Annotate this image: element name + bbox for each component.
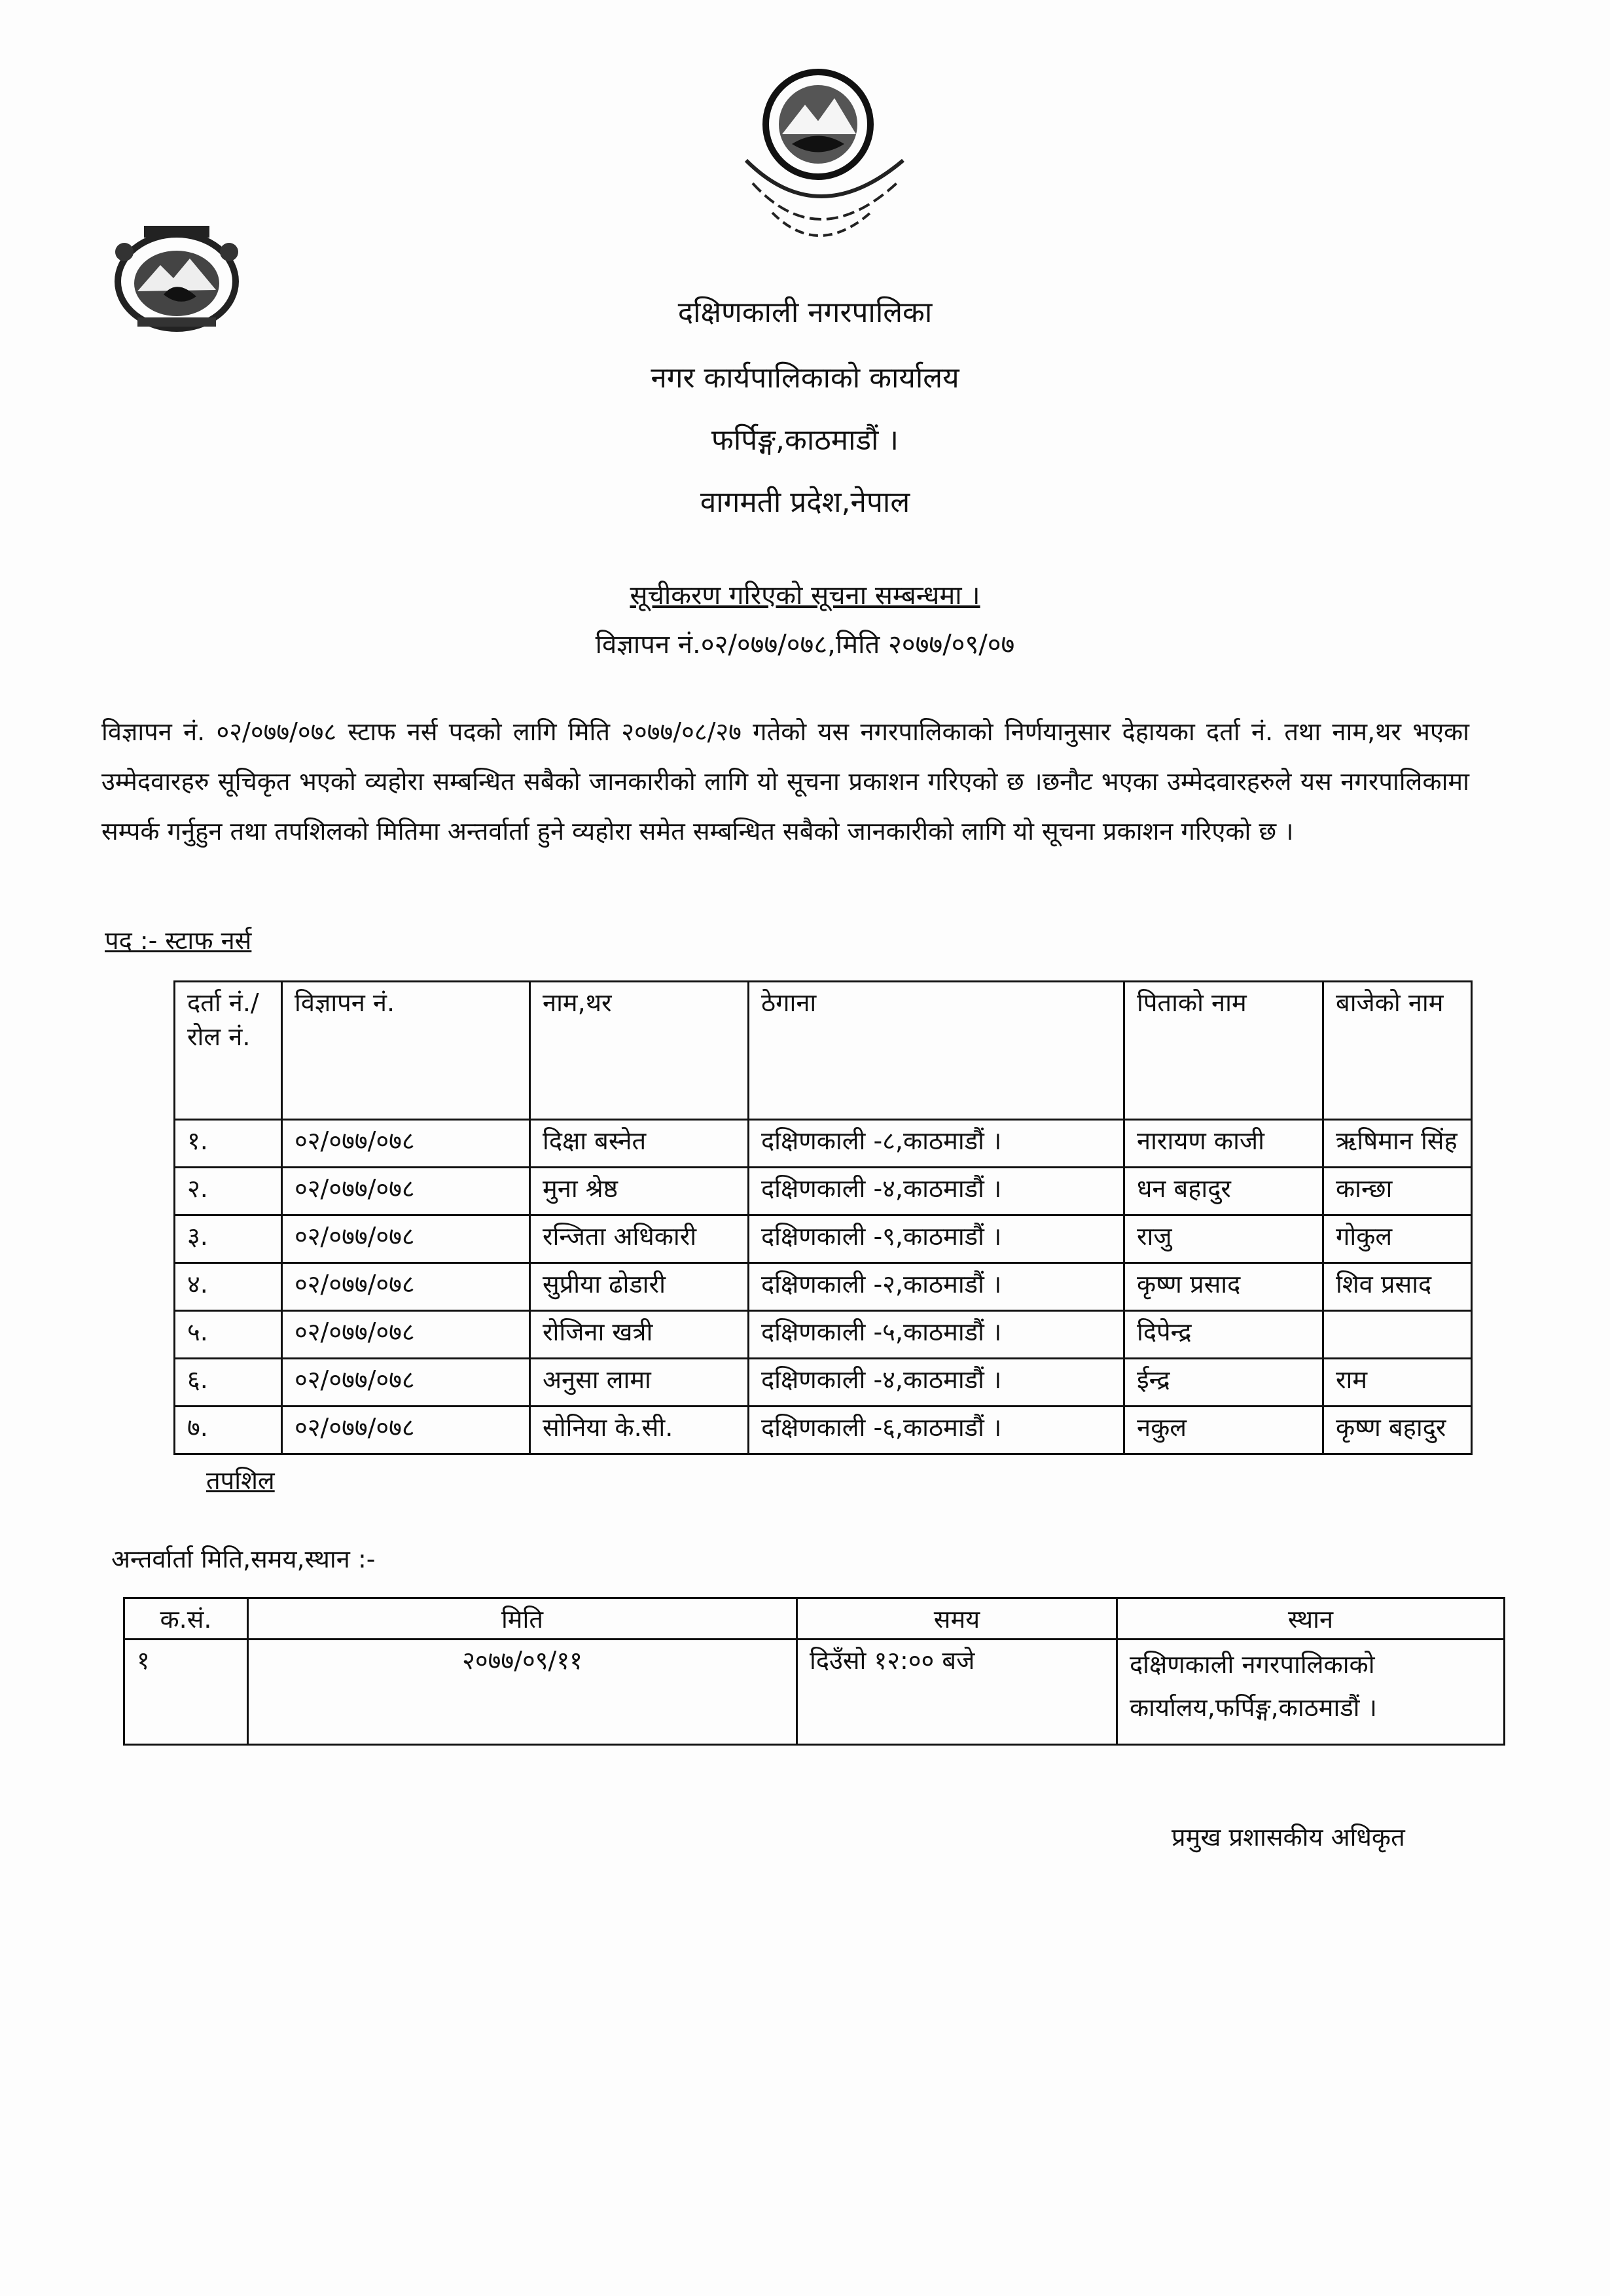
father-name: कृष्ण प्रसाद: [1124, 1263, 1323, 1311]
grandfather-name: राम: [1323, 1359, 1472, 1407]
candidates-header-row: [175, 982, 1472, 1120]
column-header: विज्ञापन नं.: [282, 982, 530, 1120]
candidates-table: [173, 980, 1473, 1455]
grandfather-name: कृष्ण बहादुर: [1323, 1407, 1472, 1454]
table-row: [175, 1263, 1472, 1311]
grandfather-name: ऋषिमान सिंह: [1323, 1120, 1472, 1168]
interview-date: २०७७/०९/११: [248, 1640, 797, 1745]
post-label: पद :- स्टाफ नर्स: [105, 926, 252, 955]
column-header: मिति: [248, 1598, 797, 1640]
candidate-address: दक्षिणकाली -५,काठमाडौं ।: [749, 1311, 1124, 1359]
column-header: ठेगाना: [749, 982, 1124, 1120]
advertisement-number: ०२/०७७/०७८: [282, 1359, 530, 1407]
candidate-address: दक्षिणकाली -८,काठमाडौं ।: [749, 1120, 1124, 1168]
office-location: फर्पिङ्ग,काठमाडौं ।: [711, 423, 899, 457]
column-header: नाम,थर: [530, 982, 749, 1120]
column-header: पिताको नाम: [1124, 982, 1323, 1120]
roll-number: ३.: [175, 1215, 282, 1263]
candidate-name: सोनिया के.सी.: [530, 1407, 749, 1454]
roll-number: ४.: [175, 1263, 282, 1311]
advertisement-number: ०२/०७७/०७८: [282, 1311, 530, 1359]
province-country: वागमती प्रदेश,नेपाल: [700, 486, 910, 519]
grandfather-name: कान्छा: [1323, 1168, 1472, 1215]
interview-label: अन्तर्वार्ता मिति,समय,स्थान :-: [111, 1545, 376, 1573]
candidate-address: दक्षिणकाली -९,काठमाडौं ।: [749, 1215, 1124, 1263]
interview-time: दिउँसो १२:०० बजे: [797, 1640, 1117, 1745]
father-name: नारायण काजी: [1124, 1120, 1323, 1168]
candidate-address: दक्षिणकाली -४,काठमाडौं ।: [749, 1359, 1124, 1407]
table-row: [124, 1640, 1505, 1745]
column-header: स्थान: [1117, 1598, 1505, 1640]
father-name: धन बहादुर: [1124, 1168, 1323, 1215]
municipality-name: दक्षिणकाली नगरपालिका: [677, 296, 933, 329]
interview-schedule-table: [123, 1597, 1505, 1746]
column-header: बाजेको नाम: [1323, 982, 1472, 1120]
notice-subject: सूचीकरण गरिएको सूचना सम्बन्धमा ।: [630, 581, 980, 611]
roll-number: १.: [175, 1120, 282, 1168]
roll-number: ५.: [175, 1311, 282, 1359]
candidate-address: दक्षिणकाली -२,काठमाडौं ।: [749, 1263, 1124, 1311]
roll-number: ७.: [175, 1407, 282, 1454]
advertisement-number: ०२/०७७/०७८: [282, 1168, 530, 1215]
candidate-address: दक्षिणकाली -४,काठमाडौं ।: [749, 1168, 1124, 1215]
candidate-name: अनुसा लामा: [530, 1359, 749, 1407]
grandfather-name: शिव प्रसाद: [1323, 1263, 1472, 1311]
office-name: नगर कार्यपालिकाको कार्यालय: [651, 361, 959, 395]
candidate-name: रोजिना खत्री: [530, 1311, 749, 1359]
schedule-header-row: [124, 1598, 1505, 1640]
table-row: [175, 1407, 1472, 1454]
column-header: क.सं.: [124, 1598, 248, 1640]
table-row: [175, 1215, 1472, 1263]
candidate-name: मुना श्रेष्ठ: [530, 1168, 749, 1215]
table-row: [175, 1168, 1472, 1215]
father-name: ईन्द्र: [1124, 1359, 1323, 1407]
table-row: [175, 1120, 1472, 1168]
roll-number: २.: [175, 1168, 282, 1215]
grandfather-name: गोकुल: [1323, 1215, 1472, 1263]
candidate-address: दक्षिणकाली -६,काठमाडौं ।: [749, 1407, 1124, 1454]
notice-reference: विज्ञापन नं.०२/०७७/०७८,मिति २०७७/०९/०७: [595, 630, 1015, 660]
notice-body: विज्ञापन नं. ०२/०७७/०७८ स्टाफ नर्स पदको लागि मिति २०७७/०८/२७ गतेको यस नगरपालिकाको निर्णयानुसार देहायका दर्ता नं. तथा नाम,थर भएका उम्मेदवारहरु सूचिकृत भएको व्यहोरा सम्बन्धित सबैको जानकारीको लागि यो सूचना प्रकाशन गरिएको छ ।छनौट भएका उम्मेदवारहरुले यस नगरपालिकामा सम्पर्क गर्नुहुन तथा तपशिलको मितिमा अन्तर्वार्ता हुने व्यहोरा समेत सम्बन्धित सबैको जानकारीको लागि यो सूचना प्रकाशन गरिएको छ ।: [101, 717, 1469, 846]
column-header: दर्ता नं./रोल नं.: [175, 982, 282, 1120]
serial-number: १: [124, 1640, 248, 1745]
advertisement-number: ०२/०७७/०७८: [282, 1215, 530, 1263]
advertisement-number: ०२/०७७/०७८: [282, 1120, 530, 1168]
father-name: नकुल: [1124, 1407, 1323, 1454]
table-row: [175, 1311, 1472, 1359]
advertisement-number: ०२/०७७/०७८: [282, 1407, 530, 1454]
schedule-heading: तपशिल: [206, 1466, 275, 1495]
father-name: दिपेन्द्र: [1124, 1311, 1323, 1359]
column-header: समय: [797, 1598, 1117, 1640]
grandfather-name: [1323, 1311, 1472, 1359]
signatory-title: प्रमुख प्रशासकीय अधिकृत: [1172, 1823, 1405, 1852]
table-row: [175, 1359, 1472, 1407]
father-name: राजु: [1124, 1215, 1323, 1263]
candidate-name: दिक्षा बस्नेत: [530, 1120, 749, 1168]
roll-number: ६.: [175, 1359, 282, 1407]
candidate-name: रन्जिता अधिकारी: [530, 1215, 749, 1263]
candidate-name: सुप्रीया ढोडारी: [530, 1263, 749, 1311]
municipality-seal-icon: [707, 62, 942, 285]
interview-venue: दक्षिणकाली नगरपालिकाको कार्यालय,फर्पिङ्ग,काठमाडौं ।: [1117, 1640, 1505, 1745]
advertisement-number: ०२/०७७/०७८: [282, 1263, 530, 1311]
